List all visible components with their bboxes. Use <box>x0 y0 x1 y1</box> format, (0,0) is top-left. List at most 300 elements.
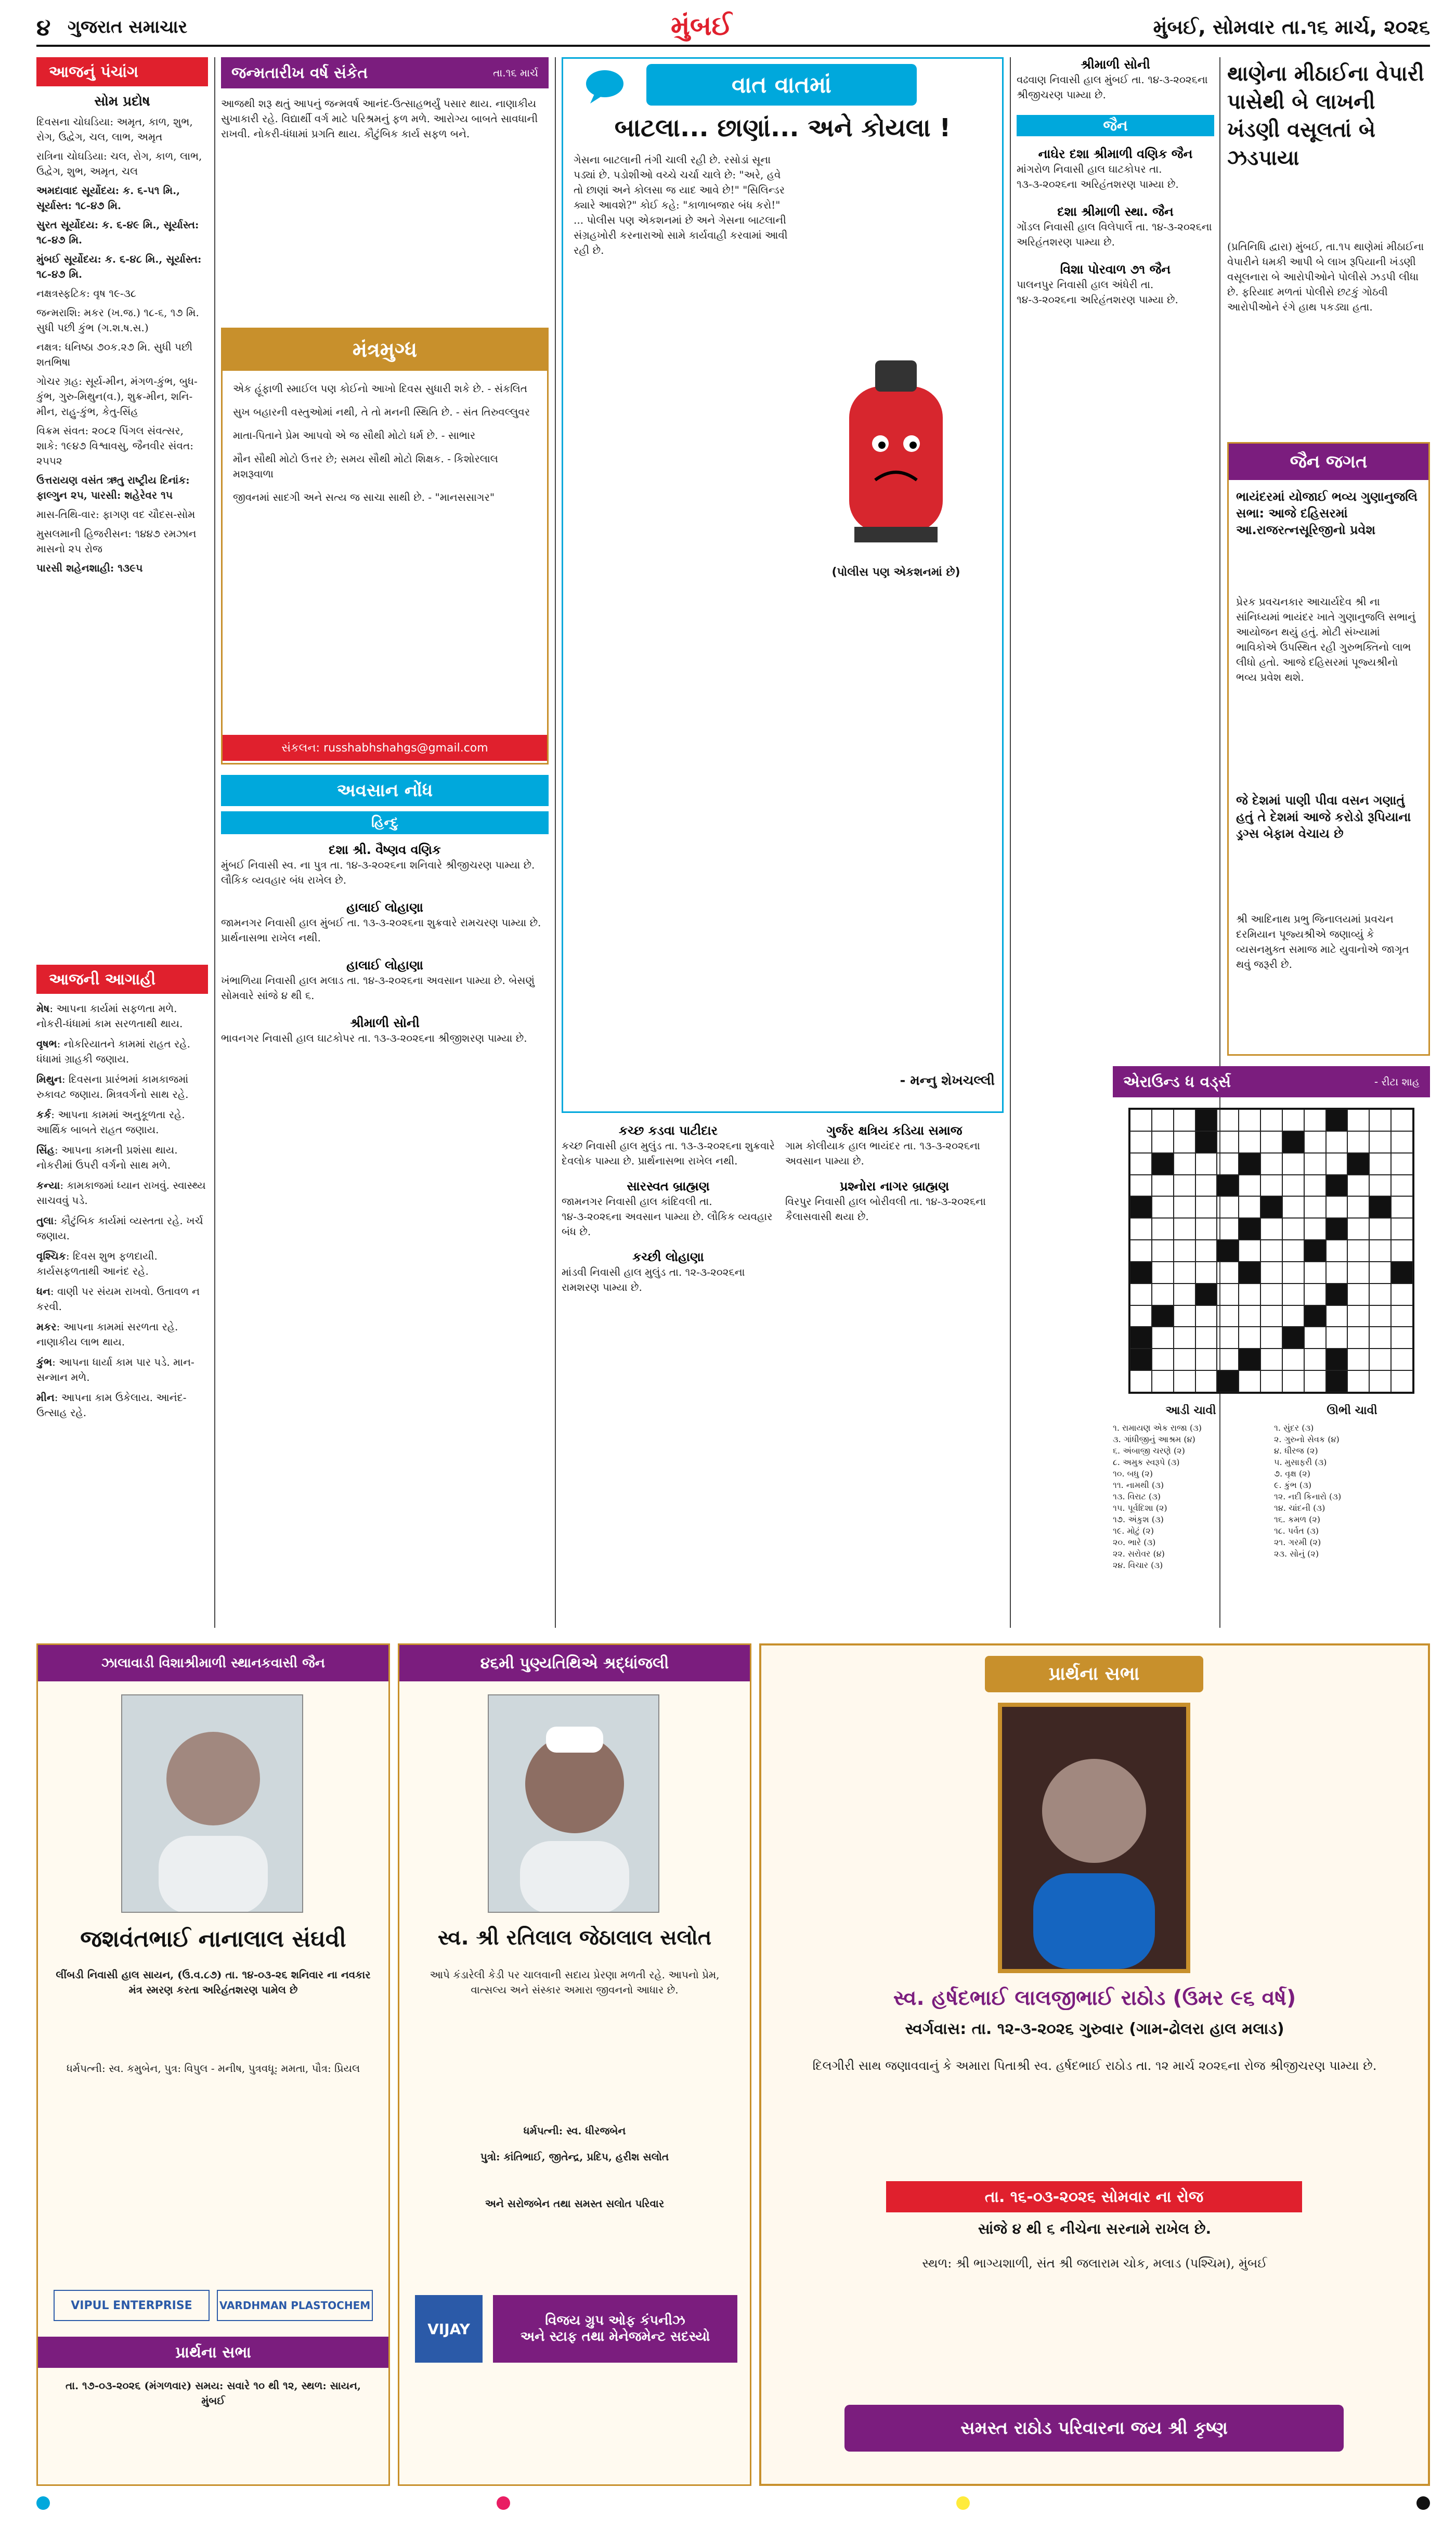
vaat-caption: (પોલીસ પણ એકશનમાં છે) <box>831 566 960 579</box>
crossword-cell[interactable] <box>1304 1153 1326 1175</box>
clue: ૧૫. પૂર્વદિશા (૨) <box>1113 1503 1167 1513</box>
crossword-cell[interactable] <box>1347 1284 1369 1305</box>
jain-jagat-headline-2: જે દેશમાં પાણી પીવા વસન ગણાતું હતું તે દેશમાં આજે કરોડો રૂપિયાના ડ્રગ્સ બેફામ વેચાય છે <box>1236 793 1411 841</box>
crossword-cell[interactable] <box>1152 1109 1174 1131</box>
crossword-cell[interactable] <box>1369 1370 1391 1392</box>
mantramugdh-list <box>233 381 537 724</box>
crossword-cell[interactable] <box>1130 1175 1152 1197</box>
crossword-block <box>1217 1240 1239 1262</box>
crossword-cell[interactable] <box>1217 1131 1239 1153</box>
crossword-cell[interactable] <box>1260 1370 1282 1392</box>
crossword-cell[interactable] <box>1260 1240 1282 1262</box>
crossword-cell[interactable] <box>1347 1305 1369 1327</box>
obit-entry <box>562 1123 775 1169</box>
obit-community: દશા શ્રીમાળી સ્થા. જૈન <box>1057 204 1174 219</box>
crossword-cell[interactable] <box>1304 1109 1326 1131</box>
crossword-cell[interactable] <box>1282 1262 1304 1284</box>
crossword-cell[interactable] <box>1174 1218 1195 1240</box>
forecast-item: વૃષભ: નોકરિયાતને કામમાં રાહત રહે. ધંધામાં ગ્રાહકી જણાય. <box>36 1038 190 1065</box>
crossword-cell[interactable] <box>1282 1175 1304 1197</box>
wife-name: ધર્મપત્ની: સ્વ. ધીરજબેન <box>523 2124 626 2137</box>
crossword-cell[interactable] <box>1369 1153 1391 1175</box>
hindu-subhead: હિન્દુ <box>221 811 549 834</box>
obit-entry <box>221 958 549 1003</box>
crossword-cell[interactable] <box>1282 1153 1304 1175</box>
crossword-cell[interactable] <box>1174 1131 1195 1153</box>
portrait-photo <box>488 1694 659 1913</box>
obit-text: જામનગર નિવાસી હાલ કાંદિવલી તા. ૧૪-૩-૨૦૨૬ના અવસાન પામ્યા છે. લૌકિક વ્યવહાર બંધ છે. <box>562 1195 773 1238</box>
crossword-block <box>1239 1153 1260 1175</box>
crossword-cell[interactable] <box>1304 1131 1326 1153</box>
crossword-cell[interactable] <box>1326 1131 1348 1153</box>
sign-name: મિથુન <box>36 1073 62 1085</box>
obit-entry <box>785 1179 1004 1224</box>
crossword-cell[interactable] <box>1391 1284 1413 1305</box>
obit-entry <box>562 1250 775 1295</box>
prayer-venue: સ્થળ: શ્રી ભાગ્યશાળી, સંત શ્રી જલારામ ચોક, મલાડ (પશ્ચિમ), મુંબઈ <box>922 2256 1267 2271</box>
crossword-cell[interactable] <box>1282 1370 1304 1392</box>
crossword-cell[interactable] <box>1282 1240 1304 1262</box>
sign-name: મકર <box>36 1320 57 1333</box>
crossword-cell[interactable] <box>1326 1196 1348 1218</box>
crossword-cell[interactable] <box>1239 1175 1260 1197</box>
crossword-cell[interactable] <box>1347 1349 1369 1370</box>
sign-text: આપના કામ ઉકેલાય. આનંદ-ઉત્સાહ રહે. <box>36 1391 187 1419</box>
crossword-cell[interactable] <box>1152 1327 1174 1349</box>
avsaan-entries <box>221 843 549 1623</box>
crossword-cell[interactable] <box>1391 1349 1413 1370</box>
panchang-line: મુસલમાની હિજરીસન: ૧૪૪૭ રમઝાન માસનો ૨૫ રોજ <box>36 527 197 555</box>
crossword-cell[interactable] <box>1195 1196 1217 1218</box>
crossword-cell[interactable] <box>1217 1109 1239 1131</box>
crossword-grid[interactable] <box>1128 1108 1414 1394</box>
crossword-block <box>1282 1131 1304 1153</box>
crossword-cell[interactable] <box>1130 1109 1152 1131</box>
obit-text: કચ્છ નિવાસી હાલ મુલુંડ તા. ૧૩-૩-૨૦૨૬ના શુક્રવારે દેવલોક પામ્યા છે. પ્રાર્થનાસભા રાખેલ નથી. <box>562 1139 775 1167</box>
sign-text: દિવસના પ્રારંભમાં કામકાજમાં રુકાવટ જણાય. મિત્રવર્ગનો સાથ રહે. <box>36 1073 189 1100</box>
crossword-cell[interactable] <box>1152 1284 1174 1305</box>
crossword-cell[interactable] <box>1195 1262 1217 1284</box>
prayer-time: સાંજે ૪ થી ૬ નીચેના સરનામે રાખેલ છે. <box>978 2220 1212 2237</box>
janmatarikh-header <box>221 57 549 88</box>
column-divider <box>1010 57 1011 1628</box>
deceased-name: જશવંતભાઈ નાનાલાલ સંઘવી <box>80 1926 346 1952</box>
obit-community: કચ્છી લોહાણા <box>632 1250 704 1264</box>
crossword-cell[interactable] <box>1174 1175 1195 1197</box>
crossword-cell[interactable] <box>1391 1153 1413 1175</box>
crossword-block <box>1347 1153 1369 1175</box>
crossword-cell[interactable] <box>1391 1218 1413 1240</box>
color-dot <box>497 2496 510 2510</box>
crossword-cell[interactable] <box>1326 1262 1348 1284</box>
jain-jagat-text: પ્રેરક પ્રવચનકાર આચાર્યદેવ શ્રી ના સાંનિધ્યમાં ભાયંદર ખાતે ગુણાનુજલિ સભાનું આયોજન થયું હતું. મોટી સંખ્યામાં ભાવિકોએ ઉપસ્થિત રહી ગુરુભક્તિનો લાભ લીધો હતો. આજે દહિસરમાં પૂજ્યશ્રીનો ભવ્ય પ્રવેશ થશે. <box>1236 595 1416 683</box>
gas-cylinder-illustration <box>808 340 984 558</box>
crossword-cell[interactable] <box>1217 1349 1239 1370</box>
group-name: વિજય ગ્રુપ ઓફ કંપનીઝ <box>545 2313 685 2328</box>
crossword-cell[interactable] <box>1174 1305 1195 1327</box>
janmatarikh-title: જન્મતારીખ વર્ષ સંકેત <box>231 63 368 82</box>
crossword-cell[interactable] <box>1347 1175 1369 1197</box>
sign-text: નોકરિયાતને કામમાં રાહત રહે. ધંધામાં ગ્રાહકી જણાય. <box>36 1038 190 1065</box>
panchang-line: પારસી શહેનશાહી: ૧૩૯૫ <box>36 562 143 574</box>
clue: ૧૧. નામથી (૩) <box>1113 1480 1164 1490</box>
crossword-cell[interactable] <box>1347 1196 1369 1218</box>
crossword-cell[interactable] <box>1239 1305 1260 1327</box>
sign-name: તુલા <box>36 1214 54 1227</box>
down-clues <box>1274 1422 1430 1628</box>
clue: ૨. ગુરુનો સેવક (૪) <box>1274 1434 1340 1444</box>
crossword-cell[interactable] <box>1195 1370 1217 1392</box>
crossword-cell[interactable] <box>1347 1262 1369 1284</box>
obit-entry <box>1017 262 1214 307</box>
crossword-cell[interactable] <box>1326 1327 1348 1349</box>
crossword-cell[interactable] <box>1130 1153 1152 1175</box>
crossword-block <box>1152 1153 1174 1175</box>
crossword-cell[interactable] <box>1217 1284 1239 1305</box>
crossword-cell[interactable] <box>1260 1153 1282 1175</box>
column-three-obits-right <box>785 1123 1004 1628</box>
tribute-text: આપે કંડારેલી કેડી પર ચાલવાની સદાય પ્રેરણા મળતી રહે. આપનો પ્રેમ, વાત્સલ્ય અને સંસ્કાર અમારા જીવનનો આધાર છે. <box>430 1968 720 1996</box>
obit-community: પ્રશ્નોરા નાગર બ્રાહ્મણ <box>839 1179 950 1194</box>
crossword-block <box>1326 1218 1348 1240</box>
crossword-block <box>1304 1240 1326 1262</box>
crossword-cell[interactable] <box>1282 1196 1304 1218</box>
crossword-cell[interactable] <box>1282 1349 1304 1370</box>
crossword-cell[interactable] <box>1304 1196 1326 1218</box>
deceased-name: સ્વ. શ્રી રતિલાલ જેઠાલાલ સલોત <box>437 1926 712 1950</box>
crossword-cell[interactable] <box>1304 1370 1326 1392</box>
sign-name: સિંહ <box>36 1144 55 1156</box>
forecast-item: મિથુન: દિવસના પ્રારંભમાં કામકાજમાં રુકાવટ જણાય. મિત્રવર્ગનો સાથ રહે. <box>36 1073 189 1100</box>
crossword-cell[interactable] <box>1130 1370 1152 1392</box>
crossword-cell[interactable] <box>1369 1284 1391 1305</box>
crossword-cell[interactable] <box>1260 1131 1282 1153</box>
obit-entry <box>221 843 549 888</box>
staff-text: અને સ્ટાફ તથા મેનેજમેન્ટ સદસ્યો <box>520 2329 710 2344</box>
crossword-cell[interactable] <box>1239 1196 1260 1218</box>
crossword-cell[interactable] <box>1260 1109 1282 1131</box>
crossword-cell[interactable] <box>1391 1327 1413 1349</box>
crossword-cell[interactable] <box>1152 1218 1174 1240</box>
crossword-cell[interactable] <box>1195 1218 1217 1240</box>
crossword-cell[interactable] <box>1391 1131 1413 1153</box>
clue: ૧૪. ચાંદની (૩) <box>1274 1503 1325 1513</box>
crossword-cell[interactable] <box>1239 1240 1260 1262</box>
page-number: ૪ <box>36 15 51 41</box>
crossword-cell[interactable] <box>1217 1305 1239 1327</box>
crossword-cell[interactable] <box>1369 1305 1391 1327</box>
print-registration-marks <box>36 2496 1430 2512</box>
panchang-line: સુરત સૂર્યોદય: ક. ૬-૪૯ મિ., સૂર્યાસ્ત: ૧૮-૪૭ મિ. <box>36 218 199 246</box>
panchang-body <box>36 114 208 957</box>
clue: ૧૦. બધુ (૨) <box>1113 1469 1153 1479</box>
clue: ૧. રામાયણ એક રાજા (૩) <box>1113 1423 1202 1433</box>
crossword-cell[interactable] <box>1369 1175 1391 1197</box>
panchang-title: આજનું પંચાંગ <box>36 57 208 86</box>
prayer-date: તા. ૧૬-૦૩-૨૦૨૬ સોમવાર ના રોજ <box>886 2181 1302 2212</box>
crossword-cell[interactable] <box>1152 1370 1174 1392</box>
crossword-cell[interactable] <box>1282 1218 1304 1240</box>
sign-text: આપના કામની પ્રશંસા થાય. નોકરીમાં ઉપરી વર્ગનો સાથ મળે. <box>36 1144 178 1171</box>
clue: ૩. ગાંધીજીનું આશ્રમ (૪) <box>1113 1434 1195 1444</box>
clue: ૨૪. વિચાર (૩) <box>1113 1560 1163 1570</box>
obit-text: ભાવનગર નિવાસી હાલ ઘાટકોપર તા. ૧૩-૩-૨૦૨૬ના શ્રીજીશરણ પામ્યા છે. <box>221 1032 527 1044</box>
crossword-cell[interactable] <box>1152 1349 1174 1370</box>
crossword-cell[interactable] <box>1391 1109 1413 1131</box>
clue: ૧૯. મોટું (૨) <box>1113 1526 1154 1536</box>
mantramugdh-title: મંત્રમુગ્ધ <box>223 329 547 371</box>
clue: ૨૧. ગરમી (૨) <box>1274 1537 1321 1547</box>
quote-item: માતા-પિતાને પ્રેમ આપવો એ જ સૌથી મોટો ધર્મ છે. - સાભાર <box>233 429 476 442</box>
crossword-cell[interactable] <box>1304 1349 1326 1370</box>
crossword-cell[interactable] <box>1326 1305 1348 1327</box>
crossword-cell[interactable] <box>1304 1262 1326 1284</box>
obit-entry <box>221 1016 549 1046</box>
crossword-cell[interactable] <box>1369 1109 1391 1131</box>
crossword-cell[interactable] <box>1326 1153 1348 1175</box>
column-two <box>221 57 549 1628</box>
crossword-cell[interactable] <box>1369 1240 1391 1262</box>
crossword-cell[interactable] <box>1369 1131 1391 1153</box>
crossword-cell[interactable] <box>1130 1240 1152 1262</box>
crossword-cell[interactable] <box>1304 1175 1326 1197</box>
speech-bubble-icon <box>584 68 626 105</box>
quote-item: જીવનમાં સાદગી અને સત્ય જ સાચા સાથી છે. - "માનસસાગર" <box>233 491 495 503</box>
crossword-cell[interactable] <box>1260 1349 1282 1370</box>
clue: ૧. સુંદર (૩) <box>1274 1423 1314 1433</box>
crossword-cell[interactable] <box>1174 1349 1195 1370</box>
crossword-cell[interactable] <box>1174 1284 1195 1305</box>
crossword-block <box>1391 1262 1413 1284</box>
deceased-name: સ્વ. હર્ષદભાઈ લાલજીભાઈ રાઠોડ (ઉંમર ૯૬ વર્ષ) <box>893 1986 1296 2010</box>
left-column <box>36 57 208 1628</box>
column-divider <box>555 57 556 1628</box>
crossword-cell[interactable] <box>1391 1370 1413 1392</box>
sign-text: આપના કાર્યમાં સફળતા મળે. નોકરી-ધંધામાં કામ સરળતાથી થાય. <box>36 1002 183 1030</box>
sign-name: ધન <box>36 1285 50 1298</box>
sons-names: પુત્રો: કાંતિભાઈ, જીતેન્દ્ર, પ્રદિપ, હરીશ સલોત <box>480 2150 669 2163</box>
clue: ૮. અમુક સ્વરૂપે (૩) <box>1113 1457 1180 1467</box>
obit-community: દશા શ્રી. વૈષ્ણવ વણિક <box>329 843 441 857</box>
vaat-author: - મન્નુ શેખચલ્લી <box>900 1073 995 1088</box>
crossword-block <box>1282 1327 1304 1349</box>
crossword-block <box>1239 1218 1260 1240</box>
date-line: મુંબઈ, સોમવાર તા.૧૬ માર્ચ, ૨૦૨૬ <box>1153 16 1430 38</box>
crossword-cell[interactable] <box>1347 1327 1369 1349</box>
panchang-line: મુંબઈ સૂર્યોદય: ક. ૬-૪૮ મિ., સૂર્યાસ્ત: ૧૮-૪૭ મિ. <box>36 253 202 280</box>
crossword-cell[interactable] <box>1239 1109 1260 1131</box>
obit-community: હાલાઈ લોહાણા <box>346 900 423 915</box>
vaat-box <box>562 57 1004 1113</box>
crossword-block <box>1260 1196 1282 1218</box>
obit-community: નાઘેર દશા શ્રીમાળી વણિક જૈન <box>1038 147 1193 161</box>
forecast-item: ધન: વાણી પર સંયમ રાખવો. ઉતાવળ ન કરવી. <box>36 1285 200 1313</box>
color-dot <box>36 2496 50 2510</box>
crossword-cell[interactable] <box>1391 1305 1413 1327</box>
obit-text: ખંભાળિયા નિવાસી હાલ મલાડ તા. ૧૪-૩-૨૦૨૬ના અવસાન પામ્યા છે. બેસણું સોમવારે સાંજે ૪ થી ૬. <box>221 974 535 1002</box>
ad-title: ૪૬મી પુણ્યતિથિએ શ્રદ્ધાંજલી <box>399 1645 750 1681</box>
vaat-text-left: ગેસના બાટલાની તંગી ચાલી રહી છે. રસોડાં સૂના પડ્યાં છે. પડોશીઓ વચ્ચે ચર્ચા ચાલે છે: "અરે, હવે તો છાણાં અને કોલસા જ યાદ આવે છે!" "સિલિન્ડર ક્યારે આવશે?" કોઈ કહે: "કાળાબજાર બંધ કરો!" ... પોલીસ પણ એકશનમાં છે અને ગેસના બાટલાની સંગ્રહખોરી કરનારાઓ સામે કાર્યવાહી કરવામાં આવી રહી છે. <box>574 153 788 256</box>
sign-text: દિવસ શુભ ફળદાયી. કાર્યસફળતાથી આનંદ રહે. <box>36 1250 158 1277</box>
crossword-block <box>1326 1175 1348 1197</box>
crossword-cell[interactable] <box>1217 1327 1239 1349</box>
obit-community: કચ્છ કડવા પાટીદાર <box>618 1123 718 1138</box>
crossword-cell[interactable] <box>1152 1131 1174 1153</box>
crossword-cell[interactable] <box>1195 1305 1217 1327</box>
crossword-cell[interactable] <box>1239 1327 1260 1349</box>
jain-subhead: જૈન <box>1017 115 1214 136</box>
crossword-block <box>1326 1109 1348 1131</box>
crossword-block <box>1130 1327 1152 1349</box>
crossword-header <box>1113 1066 1430 1097</box>
crossword-cell[interactable] <box>1152 1196 1174 1218</box>
crossword-cell[interactable] <box>1174 1196 1195 1218</box>
deceased-details: સ્વર્ગવાસ: તા. ૧૨-૩-૨૦૨૬ ગુરુવાર (ગામ-ઢોલરા હાલ મલાડ) <box>905 2020 1284 2038</box>
ad-org: ઝાલાવાડી વિશાશ્રીમાળી સ્થાનકવાસી જૈન <box>38 1645 388 1681</box>
crossword-cell[interactable] <box>1347 1218 1369 1240</box>
quote-item: સુખ બહારની વસ્તુઓમાં નથી, તે તો મનની સ્થિતિ છે. - સંત તિરુવલ્લુવર <box>233 406 530 418</box>
crossword-cell[interactable] <box>1260 1262 1282 1284</box>
crossword-block <box>1239 1262 1260 1284</box>
jain-jagat-title: જૈન જગત <box>1229 444 1428 480</box>
crossword-cell[interactable] <box>1130 1305 1152 1327</box>
crossword-cell[interactable] <box>1347 1240 1369 1262</box>
crossword-block <box>1152 1305 1174 1327</box>
crossword-cell[interactable] <box>1282 1109 1304 1131</box>
sign-name: કુંભ <box>36 1356 53 1368</box>
crossword-cell[interactable] <box>1347 1370 1369 1392</box>
crossword-cell[interactable] <box>1369 1262 1391 1284</box>
crossword-cell[interactable] <box>1304 1218 1326 1240</box>
down-title: ઊભી ચાવી <box>1327 1404 1377 1417</box>
crossword-cell[interactable] <box>1174 1240 1195 1262</box>
jain-jagat-box <box>1227 442 1430 1056</box>
crossword-section <box>1113 1066 1430 1628</box>
forecast-item: સિંહ: આપના કામની પ્રશંસા થાય. નોકરીમાં ઉપરી વર્ગનો સાથ મળે. <box>36 1144 178 1171</box>
forecast-item: મેષ: આપના કાર્યમાં સફળતા મળે. નોકરી-ધંધામાં કામ સરળતાથી થાય. <box>36 1002 183 1030</box>
crossword-cell[interactable] <box>1174 1370 1195 1392</box>
obit-community: હાલાઈ લોહાણા <box>346 958 423 973</box>
portrait-photo <box>998 1703 1190 1973</box>
crossword-cell[interactable] <box>1304 1327 1326 1349</box>
crossword-cell[interactable] <box>1217 1262 1239 1284</box>
group-banner <box>493 2295 737 2363</box>
sign-text: વાણી પર સંયમ રાખવો. ઉતાવળ ન કરવી. <box>36 1285 200 1313</box>
crossword-block <box>1130 1196 1152 1218</box>
crossword-cell[interactable] <box>1239 1131 1260 1153</box>
panchang-line: નક્ષત્ર: ધનિષ્ઠા ૭૦ક.૨૭ મિ. સુધી પછી શતભિષા <box>36 341 193 368</box>
janmatarikh-date: તા.૧૬ માર્ચ <box>493 67 538 79</box>
panchang-line: નક્ષત્રસ્ફટિક: વૃષ ૧૯-૩૮ <box>36 287 136 300</box>
prayer-text: તા. ૧૭-૦૩-૨૦૨૬ (મંગળવાર) સમય: સવારે ૧૦ થી ૧૨, સ્થળ: સાયન, મુંબઈ <box>65 2379 361 2407</box>
crossword-cell[interactable] <box>1260 1284 1282 1305</box>
obit-entry <box>562 1179 775 1239</box>
crossword-cell[interactable] <box>1152 1240 1174 1262</box>
clue: ૨૨. સરોવર (૪) <box>1113 1549 1165 1559</box>
crossword-cell[interactable] <box>1217 1153 1239 1175</box>
crossword-cell[interactable] <box>1195 1327 1217 1349</box>
column-divider <box>214 57 215 1628</box>
crossword-cell[interactable] <box>1239 1284 1260 1305</box>
crossword-cell[interactable] <box>1347 1109 1369 1131</box>
forecast-body <box>36 1001 208 1625</box>
crossword-cell[interactable] <box>1152 1262 1174 1284</box>
crossword-cell[interactable] <box>1195 1153 1217 1175</box>
obit-text: જામનગર નિવાસી હાલ મુંબઈ તા. ૧૩-૩-૨૦૨૬ના શુક્રવારે રામચરણ પામ્યા છે. પ્રાર્થનાસભા રાખેલ નથી. <box>221 916 541 944</box>
crossword-cell[interactable] <box>1260 1218 1282 1240</box>
obit-community: ગુર્જર ક્ષત્રિય કડિયા સમાજ <box>826 1123 963 1138</box>
crossword-cell[interactable] <box>1391 1175 1413 1197</box>
obit-text: માંડવી નિવાસી હાલ મુલુંડ તા. ૧૨-૩-૨૦૨૬ના રામશરણ પામ્યા છે. <box>562 1266 745 1293</box>
crossword-cell[interactable] <box>1195 1175 1217 1197</box>
crossword-cell[interactable] <box>1260 1175 1282 1197</box>
prayer-title: પ્રાર્થના સભા <box>985 1656 1203 1692</box>
crossword-cell[interactable] <box>1282 1284 1304 1305</box>
obit-community: વિશા પોરવાળ ૭૧ જૈન <box>1060 262 1171 277</box>
crossword-cell[interactable] <box>1282 1305 1304 1327</box>
color-dot <box>1416 2496 1430 2510</box>
crossword-cell[interactable] <box>1130 1284 1152 1305</box>
obit-entry <box>221 900 549 945</box>
main-news-headline: થાણેના મીઠાઈના વેપારી પાસેથી બે લાખની ખંડણી વસૂલતાં બે ઝડપાયા <box>1227 62 1424 170</box>
crossword-cell[interactable] <box>1174 1262 1195 1284</box>
panchang-line: ઉત્તરાયણ વસંત ઋતુ રાષ્ટ્રીય દિનાંક: ફાલ્ગુન ૨૫, પારસી: શહેરેવર ૧૫ <box>36 474 190 501</box>
crossword-cell[interactable] <box>1304 1284 1326 1305</box>
forecast-item: કુંભ: આપના ધાર્યા કામ પાર પડે. માન-સન્માન મળે. <box>36 1356 194 1383</box>
clue: ૧૨. નદી કિનારો (૩) <box>1274 1492 1342 1501</box>
quote-item: એક હૂંફાળી સ્માઈલ પણ કોઈનો આખો દિવસ સુધારી શકે છે. - સંકલિત <box>233 382 527 395</box>
forecast-item: કન્યા: કામકાજમાં ધ્યાન રાખવું. સ્વાસ્થ્ય સાચવવું પડે. <box>36 1179 206 1207</box>
crossword-cell[interactable] <box>1174 1109 1195 1131</box>
crossword-cell[interactable] <box>1239 1370 1260 1392</box>
crossword-cell[interactable] <box>1260 1327 1282 1349</box>
crossword-cell[interactable] <box>1152 1175 1174 1197</box>
crossword-block <box>1195 1109 1217 1131</box>
crossword-cell[interactable] <box>1174 1153 1195 1175</box>
obit-text: મુંબઈ નિવાસી સ્વ. ના પુત્ર તા. ૧૪-૩-૨૦૨૬ના શનિવારે શ્રીજીચરણ પામ્યા છે. લૌકિક વ્યવહાર બંધ રાખેલ છે. <box>221 859 535 886</box>
obit-community: શ્રીમાળી સોની <box>1081 57 1150 72</box>
crossword-cell[interactable] <box>1130 1218 1152 1240</box>
quote-item: મૌન સૌથી મોટો ઉત્તર છે; સમય સૌથી મોટો શિક્ષક. - કિશોરલાલ મશરૂવાળા <box>233 452 498 480</box>
crossword-cell[interactable] <box>1391 1196 1413 1218</box>
crossword-cell[interactable] <box>1326 1240 1348 1262</box>
crossword-block <box>1217 1175 1239 1197</box>
sign-name: કન્યા <box>36 1179 60 1191</box>
crossword-cell[interactable] <box>1369 1349 1391 1370</box>
across-clues <box>1113 1422 1269 1628</box>
crossword-author: - રીટા શાહ <box>1374 1075 1420 1088</box>
crossword-cell[interactable] <box>1217 1196 1239 1218</box>
crossword-cell[interactable] <box>1130 1131 1152 1153</box>
crossword-cell[interactable] <box>1174 1327 1195 1349</box>
color-dot <box>956 2496 970 2510</box>
crossword-cell[interactable] <box>1217 1218 1239 1240</box>
vijay-logo: VIJAY <box>415 2295 483 2363</box>
crossword-cell[interactable] <box>1369 1218 1391 1240</box>
clue: ૧૮. પર્વત (૩) <box>1274 1526 1319 1536</box>
crossword-cell[interactable] <box>1195 1349 1217 1370</box>
crossword-cell[interactable] <box>1260 1305 1282 1327</box>
city-label: મુંબઈ <box>671 10 733 42</box>
forecast-item: મીન: આપના કામ ઉકેલાય. આનંદ-ઉત્સાહ રહે. <box>36 1391 187 1419</box>
jain-jagat-text-2: શ્રી આદિનાથ પ્રભુ જિનાલયમાં પ્રવચન દરમિયાન પૂજ્યશ્રીએ જણાવ્યું કે વ્યસનમુક્ત સમાજ માટે યુવાનોએ જાગૃત થવું જરૂરી છે. <box>1236 913 1409 970</box>
clue: ૧૭. અંકુશ (૩) <box>1113 1514 1164 1524</box>
crossword-cell[interactable] <box>1391 1240 1413 1262</box>
crossword-cell[interactable] <box>1347 1131 1369 1153</box>
panchang-line: જન્મરાશિ: મકર (ખ.જ.) ૧૮-૬, ૧૭ મિ. સુધી પછી કુંભ (ગ.શ.ષ.સ.) <box>36 306 199 334</box>
crossword-cell[interactable] <box>1195 1240 1217 1262</box>
crossword-cell[interactable] <box>1369 1327 1391 1349</box>
